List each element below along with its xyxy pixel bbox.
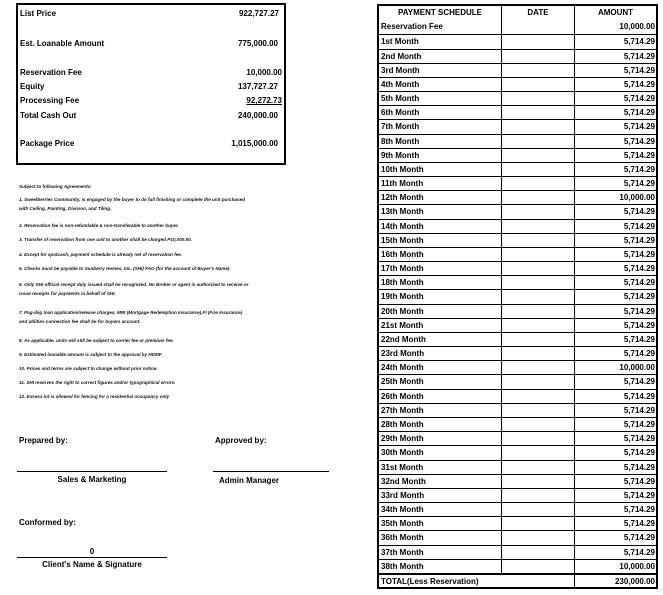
agreement-item: and utilities connection fee shall be for buyers account. — [19, 319, 141, 324]
schedule-date-cell — [501, 50, 574, 63]
price-summary-box — [16, 3, 286, 165]
schedule-date-cell — [501, 135, 574, 148]
schedule-date-cell — [501, 92, 574, 105]
schedule-label-cell: 16th Month — [381, 249, 424, 259]
schedule-label-cell: 13th Month — [381, 207, 424, 217]
summary-value: 10,000.00 — [246, 68, 282, 77]
schedule-label-cell: 19th Month — [381, 292, 424, 302]
schedule-amount-cell: 5,714.29 — [574, 163, 656, 176]
summary-value: 775,000.00 — [237, 39, 278, 48]
summary-label: List Price — [20, 9, 57, 18]
payment-schedule-table — [377, 4, 658, 589]
schedule-amount-cell: 5,714.29 — [574, 78, 656, 91]
agreement-item: 12. Excess lot is allowed for fencing for a residential occupancy only — [19, 394, 170, 399]
table-row — [379, 34, 656, 48]
schedule-date-cell — [501, 191, 574, 204]
prepared-by-label: Prepared by: — [19, 436, 68, 445]
schedule-label-cell: 37th Month — [381, 547, 424, 557]
schedule-date-cell — [501, 446, 574, 459]
schedule-amount-cell: 5,714.29 — [574, 546, 656, 559]
schedule-amount-cell: 5,714.29 — [574, 333, 656, 346]
table-row — [379, 176, 656, 190]
schedule-label-cell: 5th Month — [381, 94, 420, 104]
schedule-date-cell — [501, 375, 574, 388]
schedule-amount-cell: 5,714.29 — [574, 404, 656, 417]
agreement-item: 2. Reservation fee is non-refundable & non-transferable to another buyer. — [19, 223, 179, 228]
schedule-date-cell — [501, 503, 574, 516]
agreement-item: 8. As applicable, units will still be subject to corner fee or premium fee. — [19, 338, 174, 343]
table-row — [379, 488, 656, 502]
schedule-date-cell — [501, 333, 574, 346]
schedule-label-cell: 23rd Month — [381, 349, 425, 359]
schedule-label-cell: 2nd Month — [381, 51, 422, 61]
summary-row-reservation-fee — [20, 67, 282, 79]
schedule-label-cell: 38th Month — [381, 561, 424, 571]
schedule-amount-cell: 5,714.29 — [574, 418, 656, 431]
summary-label: Total Cash Out — [20, 111, 77, 120]
table-row — [379, 530, 656, 544]
schedule-date-cell — [501, 20, 574, 34]
schedule-amount-cell: 10,000.00 — [574, 361, 656, 374]
table-row — [379, 148, 656, 162]
schedule-date-cell — [501, 64, 574, 77]
schedule-date-cell — [501, 149, 574, 162]
schedule-label-cell: 3rd Month — [381, 65, 420, 75]
table-row — [379, 91, 656, 105]
schedule-label-cell: 10th Month — [381, 164, 424, 174]
schedule-date-cell — [501, 418, 574, 431]
schedule-date-cell — [501, 220, 574, 233]
agreement-item: 11. SHI reserves the right to correct figures and/or typographical errors. — [19, 380, 176, 385]
schedule-amount-cell: 5,714.29 — [574, 503, 656, 516]
prepared-signature-line — [17, 471, 167, 472]
schedule-amount-cell: 5,714.29 — [574, 35, 656, 48]
schedule-date-cell — [501, 276, 574, 289]
table-row — [379, 360, 656, 374]
prepared-caption: Sales & Marketing — [57, 475, 127, 484]
table-row — [379, 445, 656, 459]
schedule-amount-cell: 5,714.29 — [574, 248, 656, 261]
table-row — [379, 233, 656, 247]
table-row — [379, 204, 656, 218]
table-row — [379, 20, 656, 34]
schedule-label-cell: 15th Month — [381, 235, 424, 245]
schedule-label-cell: 17th Month — [381, 264, 424, 274]
agreement-item: 4. Except for spotcash, payment schedule is already net of reservation fee. — [19, 252, 183, 257]
table-row — [379, 275, 656, 289]
header-amount: AMOUNT — [574, 6, 656, 20]
schedule-label-cell: 32nd Month — [381, 476, 426, 486]
summary-row-list-price — [20, 8, 282, 20]
schedule-label-cell: 31st Month — [381, 462, 424, 472]
table-row — [379, 431, 656, 445]
schedule-date-cell — [501, 390, 574, 403]
table-row — [379, 162, 656, 176]
schedule-amount-cell: 5,714.29 — [574, 177, 656, 190]
schedule-amount-cell: 5,714.29 — [574, 149, 656, 162]
schedule-label-cell: 21st Month — [381, 320, 424, 330]
schedule-label-cell: 12th Month — [381, 193, 424, 203]
schedule-date-cell — [501, 248, 574, 261]
schedule-label-cell: 22nd Month — [381, 334, 426, 344]
schedule-label-cell: 9th Month — [381, 150, 420, 160]
table-row — [379, 474, 656, 488]
schedule-amount-cell: 10,000.00 — [574, 560, 656, 573]
header-date: DATE — [501, 6, 574, 20]
table-row — [379, 247, 656, 261]
summary-label: Processing Fee — [20, 96, 80, 105]
agreement-item: 7. Pag-ibig loan application/release charges, MRI (Mortgage Redemption Insurance),FI (Fire Insurance) — [19, 310, 243, 315]
schedule-amount-cell: 5,714.29 — [574, 390, 656, 403]
schedule-label-cell: 1st Month — [381, 37, 419, 47]
table-header-row — [379, 6, 656, 20]
schedule-label-cell: 14th Month — [381, 221, 424, 231]
schedule-label-cell: Reservation Fee — [381, 22, 443, 32]
table-row — [379, 460, 656, 474]
client-signature-line — [17, 557, 167, 558]
schedule-amount-cell: 5,714.29 — [574, 290, 656, 303]
schedule-label-cell: 28th Month — [381, 419, 424, 429]
schedule-amount-cell: 5,714.29 — [574, 234, 656, 247]
approved-by-label: Approved by: — [215, 436, 267, 445]
schedule-date-cell — [501, 489, 574, 502]
schedule-amount-cell: 10,000.00 — [574, 191, 656, 204]
schedule-date-cell — [501, 262, 574, 275]
agreement-item: 10. Prices and terms are subject to change without prior notice. — [19, 366, 158, 371]
total-amount: 230,000.00 — [574, 575, 656, 587]
schedule-amount-cell: 5,714.29 — [574, 531, 656, 544]
schedule-date-cell — [501, 305, 574, 318]
conformed-by-label: Conformed by: — [19, 518, 76, 527]
schedule-date-cell — [501, 120, 574, 133]
table-row — [379, 219, 656, 233]
summary-row-est-loanable — [20, 38, 282, 50]
agreement-item: issue receipts for payments in behalf of SHI. — [19, 291, 116, 296]
schedule-date-cell — [501, 234, 574, 247]
schedule-date-cell — [501, 404, 574, 417]
schedule-label-cell: 8th Month — [381, 136, 420, 146]
schedule-date-cell — [501, 78, 574, 91]
schedule-date-cell — [501, 347, 574, 360]
table-row — [379, 374, 656, 388]
summary-value: 137,727.27 — [237, 82, 278, 91]
schedule-date-cell — [501, 205, 574, 218]
schedule-label-cell: 29th Month — [381, 434, 424, 444]
summary-value: 1,015,000.00 — [231, 139, 278, 148]
schedule-label-cell: 34th Month — [381, 505, 424, 515]
schedule-date-cell — [501, 35, 574, 48]
table-row — [379, 190, 656, 204]
schedule-amount-cell: 10,000.00 — [574, 20, 656, 34]
summary-label: Reservation Fee — [20, 68, 82, 77]
table-row — [379, 516, 656, 530]
client-caption: Client's Name & Signature — [42, 560, 142, 569]
schedule-date-cell — [501, 319, 574, 332]
schedule-amount-cell: 5,714.29 — [574, 120, 656, 133]
client-name-value: 0 — [89, 547, 95, 556]
schedule-date-cell — [501, 461, 574, 474]
schedule-amount-cell: 5,714.29 — [574, 319, 656, 332]
schedule-amount-cell: 5,714.29 — [574, 432, 656, 445]
agreements-heading: Subject to following Agreements: — [19, 184, 92, 189]
schedule-amount-cell: 5,714.29 — [574, 517, 656, 530]
approved-caption: Admin Manager — [219, 476, 280, 485]
summary-row-equity — [20, 81, 282, 93]
summary-value: 922,727.27 — [238, 9, 279, 18]
summary-row-package-price — [20, 138, 282, 150]
schedule-label-cell: 30th Month — [381, 448, 424, 458]
table-row — [379, 318, 656, 332]
table-row — [379, 417, 656, 431]
schedule-date-cell — [501, 290, 574, 303]
schedule-label-cell: 26th Month — [381, 391, 424, 401]
table-row — [379, 559, 656, 573]
schedule-label-cell: 7th Month — [381, 122, 420, 132]
schedule-date-cell — [501, 517, 574, 530]
summary-label: Package Price — [20, 139, 75, 148]
schedule-label-cell: 6th Month — [381, 108, 420, 118]
total-label: TOTAL(Less Reservation) — [381, 576, 479, 586]
table-row — [379, 389, 656, 403]
schedule-amount-cell: 5,714.29 — [574, 305, 656, 318]
table-row — [379, 403, 656, 417]
schedule-date-cell — [501, 163, 574, 176]
schedule-label-cell: 11th Month — [381, 179, 424, 189]
schedule-amount-cell: 5,714.29 — [574, 64, 656, 77]
schedule-amount-cell: 5,714.29 — [574, 135, 656, 148]
schedule-amount-cell: 5,714.29 — [574, 461, 656, 474]
schedule-amount-cell: 5,714.29 — [574, 106, 656, 119]
schedule-body — [379, 20, 656, 573]
schedule-label-cell: 27th Month — [381, 405, 424, 415]
schedule-label-cell: 33rd Month — [381, 490, 425, 500]
summary-label: Equity — [20, 82, 45, 91]
table-row — [379, 49, 656, 63]
table-row — [379, 77, 656, 91]
schedule-amount-cell: 5,714.29 — [574, 489, 656, 502]
schedule-label-cell: 35th Month — [381, 519, 424, 529]
schedule-amount-cell: 5,714.29 — [574, 276, 656, 289]
schedule-date-cell — [501, 531, 574, 544]
schedule-date-cell — [501, 177, 574, 190]
table-row — [379, 105, 656, 119]
schedule-amount-cell: 5,714.29 — [574, 92, 656, 105]
schedule-date-cell — [501, 475, 574, 488]
total-row — [379, 573, 656, 587]
approved-signature-line — [213, 471, 329, 472]
header-payment-schedule: PAYMENT SCHEDULE — [397, 8, 482, 17]
schedule-label-cell: 4th Month — [381, 79, 420, 89]
schedule-amount-cell: 5,714.29 — [574, 475, 656, 488]
schedule-date-cell — [501, 432, 574, 445]
schedule-label-cell: 18th Month — [381, 278, 424, 288]
table-row — [379, 304, 656, 318]
schedule-date-cell — [501, 560, 574, 573]
table-row — [379, 119, 656, 133]
summary-row-total-cash-out — [20, 110, 282, 122]
schedule-amount-cell: 5,714.29 — [574, 347, 656, 360]
table-row — [379, 332, 656, 346]
schedule-label-cell: 36th Month — [381, 533, 424, 543]
table-row — [379, 346, 656, 360]
table-row — [379, 261, 656, 275]
agreement-item: 5. Checks must be payable to Sunberry Homes, Inc. (SHI) FAO (for the account of Buyer's Name) — [19, 266, 230, 271]
schedule-date-cell — [501, 106, 574, 119]
summary-value: 92,272.73 — [246, 96, 282, 105]
schedule-amount-cell: 5,714.29 — [574, 205, 656, 218]
agreement-item: with Ceiling, Painting, Division, and Tiling. — [19, 206, 112, 211]
schedule-label-cell: 20th Month — [381, 306, 424, 316]
schedule-date-cell — [501, 361, 574, 374]
schedule-label-cell: 25th Month — [381, 377, 424, 387]
table-row — [379, 502, 656, 516]
agreement-item: 9. Estimated loanable amount is subject to the approval by HDMF. — [19, 352, 163, 357]
schedule-amount-cell: 5,714.29 — [574, 50, 656, 63]
schedule-amount-cell: 5,714.29 — [574, 446, 656, 459]
summary-row-processing-fee — [20, 95, 282, 107]
summary-label: Est. Loanable Amount — [20, 39, 105, 48]
schedule-amount-cell: 5,714.29 — [574, 220, 656, 233]
schedule-date-cell — [501, 546, 574, 559]
schedule-amount-cell: 5,714.29 — [574, 262, 656, 275]
table-row — [379, 289, 656, 303]
table-row — [379, 63, 656, 77]
summary-value: 240,000.00 — [237, 111, 278, 120]
schedule-label-cell: 24th Month — [381, 363, 424, 373]
agreement-item: 3. Transfer of reservation from one unit to another shall be charged P10,000.00. — [19, 237, 192, 242]
schedule-amount-cell: 5,714.29 — [574, 375, 656, 388]
table-row — [379, 545, 656, 559]
agreement-item: 6. Only SHI official receipt duly issued shall be recognized. No Broker or agent is authorized to receive or — [19, 282, 249, 287]
agreement-item: 1. Sweetberries Community, is engaged by the buyer to do full finishing or complete the unit purchased — [19, 197, 245, 202]
table-row — [379, 134, 656, 148]
